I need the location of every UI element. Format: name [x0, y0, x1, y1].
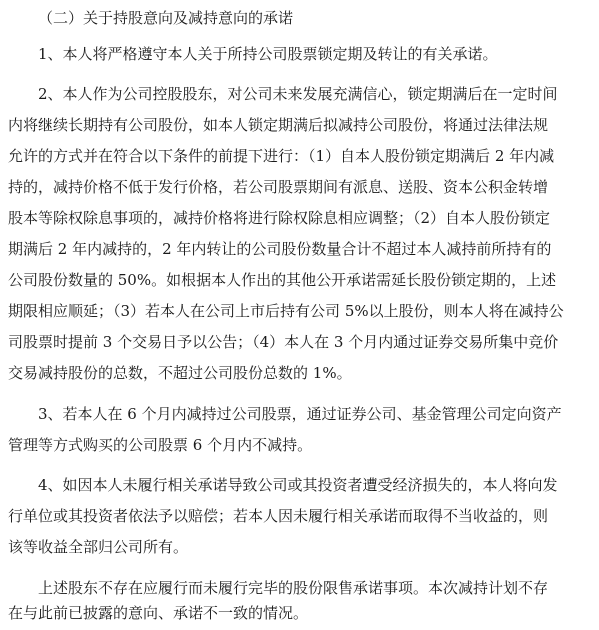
item-3-line-2: 管理等方式购买的公司股票 6 个月内不减持。 — [8, 436, 313, 454]
item-1-line-1: 1、本人将严格遵守本人关于所持公司股票锁定期及转让的有关承诺。 — [38, 45, 498, 63]
item-2-line-4: 持的，减持价格不低于发行价格，若公司股票期间有派息、送股、资本公积金转增 — [8, 178, 549, 196]
item-2-line-6: 期满后 2 年内减持的，2 年内转让的公司股份数量合计不超过本人减持前所持有的 — [8, 240, 552, 258]
item-4-line-3: 该等收益全部归公司所有。 — [8, 538, 189, 556]
item-2-line-1: 2、本人作为公司控股股东，对公司未来发展充满信心，锁定期满后在一定时间 — [38, 85, 558, 103]
closing-line-2: 在与此前已披露的意向、承诺不一致的情况。 — [8, 604, 309, 622]
item-2-line-5: 股本等除权除息事项的，减持价格将进行除权除息相应调整；（2）自本人股份锁定 — [8, 209, 551, 227]
section-heading: （二）关于持股意向及减持意向的承诺 — [38, 9, 294, 27]
item-3-line-1: 3、若本人在 6 个月内减持过公司股票，通过证券公司、基金管理公司定向资产 — [38, 405, 562, 423]
item-2-line-3: 允许的方式并在符合以下条件的前提下进行：（1）自本人股份锁定期满后 2 年内减 — [8, 147, 555, 165]
closing-line-1: 上述股东不存在应履行而未履行完毕的股份限售承诺事项。本次减持计划不存 — [38, 579, 549, 597]
item-2-line-7: 公司股份数量的 50%。如根据本人作出的其他公开承诺需延长股份锁定期的，上述 — [8, 271, 557, 289]
item-4-line-2: 行单位或其投资者依法予以赔偿；若本人因未履行相关承诺而取得不当收益的，则 — [8, 507, 549, 525]
item-2-line-10: 交易减持股份的总数，不超过公司股份总数的 1%。 — [8, 364, 352, 382]
item-2-line-2: 内将继续长期持有公司股份，如本人锁定期满后拟减持公司股份，将通过法律法规 — [8, 116, 549, 134]
item-4-line-1: 4、如因本人未履行相关承诺导致公司或其投资者遭受经济损失的，本人将向发 — [38, 476, 558, 494]
item-2-line-9: 司股票时提前 3 个交易日予以公告；（4）本人在 3 个月内通过证券交易所集中竞价 — [8, 333, 559, 351]
item-2-line-8: 期限相应顺延；（3）若本人在公司上市后持有公司 5%以上股份，则本人将在减持公 — [8, 302, 564, 320]
